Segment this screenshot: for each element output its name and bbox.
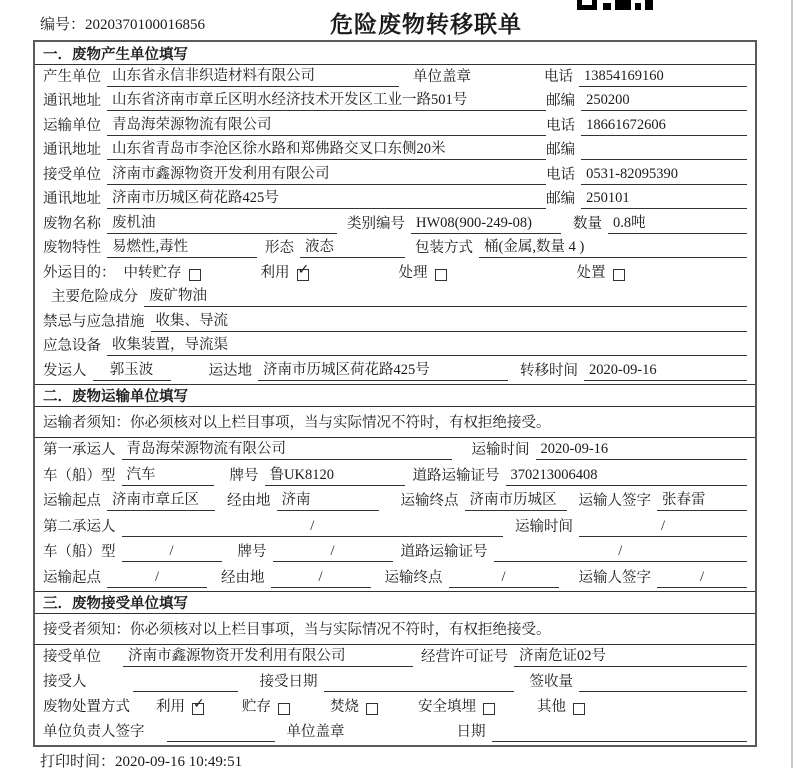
- waste-form-value: 液态: [300, 235, 405, 258]
- waste-qty-label: 数量: [573, 215, 602, 232]
- producer-phone-value: 13854169160: [579, 68, 747, 87]
- route-start-label: 运输起点: [43, 493, 101, 509]
- main-hazard-value: 废矿物油: [144, 284, 747, 307]
- transporter-phone-value: 18661672606: [581, 117, 747, 136]
- plate-2-value: /: [273, 543, 393, 562]
- road-permit-label: 道路运输证号: [412, 467, 500, 484]
- purpose-option-dispose: [577, 261, 625, 283]
- responsible-signature-value: [167, 724, 275, 742]
- transfer-time-label: 转移时间: [520, 362, 578, 379]
- waste-pack-label: 包装方式: [415, 240, 473, 256]
- plate-value: 鲁UK8120: [265, 463, 405, 486]
- section-3-header: 三．废物接受单位填写: [35, 591, 755, 614]
- qr-code-fragment: [577, 0, 655, 10]
- received-qty-value: [579, 674, 747, 692]
- disposal-option-store: [242, 695, 290, 717]
- route-end-2-value: /: [449, 569, 559, 588]
- row-producer: [35, 65, 755, 90]
- section-2-header: 二．废物运输单位填写: [35, 384, 755, 407]
- route-via-2-value: /: [271, 569, 371, 588]
- transporter-label: 运输单位: [43, 117, 101, 134]
- route-start-value: 济南市章丘区: [107, 488, 215, 511]
- section-producer: [35, 42, 755, 384]
- waste-qty-value: 0.8吨: [608, 211, 747, 234]
- emergency-measures-value: 收集、导流: [151, 309, 748, 332]
- road-permit-2-value: /: [494, 543, 748, 562]
- receiver-label: 接受单位: [43, 166, 101, 183]
- disposal-option-other: [537, 695, 585, 717]
- row-emergency-equipment: [35, 335, 755, 360]
- producer-postcode-value: 250200: [581, 92, 747, 111]
- doc-number-label: 编号：: [40, 17, 86, 33]
- disposal-burn-checkbox: [366, 703, 378, 715]
- route-start-2-value: /: [107, 569, 207, 588]
- disposal-option-use: [156, 695, 204, 717]
- transport-time-2-value: /: [579, 518, 747, 537]
- row-transporter: [35, 114, 755, 139]
- waste-name-label: 废物名称: [43, 215, 101, 232]
- purpose-option-treat: [399, 261, 447, 283]
- section-receive: [35, 591, 755, 745]
- waste-character-value: 易燃性,毒性: [107, 235, 257, 258]
- route-end-label: 运输终点: [400, 493, 459, 509]
- purpose-option-use-label: 利用: [260, 264, 290, 281]
- row-responsible-signature: [35, 720, 755, 745]
- transporter-notice: 运输者须知：你必须核对以上栏目事项，当与实际情况不符时，有权拒绝接受。: [35, 407, 755, 438]
- waste-code-label: 类别编号: [347, 215, 405, 232]
- print-time-value: 2020-09-16 10:49:51: [115, 754, 243, 768]
- section-transport: [35, 384, 755, 591]
- plate-label: 牌号: [229, 467, 259, 484]
- receiver-phone-label: 电话: [546, 166, 576, 183]
- road-permit-2-label: 道路运输证号: [400, 544, 488, 560]
- vehicle-type-2-value: /: [122, 543, 222, 562]
- license-value: 济南危证02号: [514, 644, 747, 667]
- row-first-carrier: [35, 438, 755, 464]
- row-receiver: [35, 163, 755, 188]
- row-acceptor: [35, 670, 755, 695]
- purpose-dispose-checkbox: [613, 269, 625, 281]
- plate-2-label: 牌号: [237, 544, 267, 560]
- receiver-postcode-label: 邮编: [546, 191, 576, 207]
- vehicle-type-label: 车（船）型: [43, 467, 116, 484]
- route-via-label: 经由地: [227, 493, 271, 509]
- transporter-address-label: 通讯地址: [43, 142, 101, 158]
- received-qty-label: 签收量: [529, 673, 573, 690]
- row-receiving-unit: [35, 645, 755, 670]
- transporter-phone-label: 电话: [546, 117, 576, 134]
- row-waste-character: [35, 237, 755, 262]
- unit-seal-2-label: 单位盖章: [286, 723, 345, 740]
- destination-value: 济南市历城区荷花路425号: [258, 358, 508, 381]
- waste-code-value: HW08(900-249-08): [411, 215, 561, 234]
- disposal-option-other-label: 其他: [537, 698, 566, 715]
- receiver-notice: 接受者须知：你必须核对以上栏目事项，当与实际情况不符时，有权拒绝接受。: [35, 614, 755, 645]
- disposal-option-use-label: 利用: [156, 698, 185, 715]
- producer-phone-label: 电话: [544, 68, 573, 85]
- license-label: 经营许可证号: [421, 648, 508, 665]
- purpose-storage-checkbox: [189, 269, 201, 281]
- row-route-1: [35, 489, 755, 515]
- transport-time-label: 运输时间: [471, 442, 530, 458]
- receiver-phone-value: 0531-82095390: [581, 166, 747, 185]
- receiver-address-value: 济南市历城区荷花路425号: [107, 186, 546, 209]
- carrier-signature-2-label: 运输人签字: [578, 569, 651, 586]
- disposal-method-label: 废物处置方式: [43, 698, 130, 715]
- producer-postcode-label: 邮编: [546, 93, 576, 109]
- carrier-signature-value: 张春雷: [657, 488, 747, 511]
- first-carrier-label: 第一承运人: [43, 442, 116, 458]
- waste-name-value: 废机油: [107, 211, 337, 234]
- row-second-carrier: [35, 514, 755, 540]
- route-end-2-label: 运输终点: [384, 569, 443, 586]
- route-via-value: 济南: [277, 488, 379, 511]
- second-carrier-label: 第二承运人: [43, 518, 116, 535]
- receiver-postcode-value: 250101: [581, 190, 747, 209]
- form-table: [33, 40, 757, 747]
- transporter-address-value: 山东省青岛市李沧区徐水路和郑佛路交叉口东侧20米: [107, 137, 546, 160]
- purpose-treat-checkbox: [435, 269, 447, 281]
- road-permit-value: 370213006408: [506, 467, 748, 486]
- route-via-2-label: 经由地: [221, 569, 265, 586]
- receiving-unit-value: 济南市鑫源物资开发利用有限公司: [123, 644, 413, 667]
- accept-date-label: 接受日期: [259, 673, 318, 690]
- unit-seal-label: 单位盖章: [413, 68, 471, 85]
- purpose-option-treat-label: 处理: [398, 264, 428, 281]
- transfer-time-value: 2020-09-16: [584, 362, 747, 381]
- vehicle-type-value: 汽车: [122, 463, 214, 486]
- emergency-measures-label: 禁忌与应急措施: [43, 313, 145, 330]
- row-receiver-address: [35, 188, 755, 213]
- dispatcher-label: 发运人: [43, 362, 87, 379]
- producer-address-value: 山东省济南市章丘区明水经济技术开发区工业一路501号: [107, 88, 546, 111]
- acceptor-label: 接受人: [43, 673, 87, 690]
- producer-label: 产生单位: [43, 68, 101, 85]
- disposal-option-landfill-label: 安全填埋: [418, 698, 476, 715]
- row-transfer-purpose: [35, 261, 755, 286]
- row-disposal-method: [35, 695, 755, 720]
- disposal-option-store-label: 贮存: [242, 698, 271, 715]
- vehicle-type-2-label: 车（船）型: [43, 544, 116, 560]
- row-producer-address: [35, 90, 755, 115]
- page-title: 危险废物转移联单: [330, 11, 522, 37]
- emergency-equipment-label: 应急设备: [43, 338, 101, 354]
- purpose-option-dispose-label: 处置: [576, 264, 606, 281]
- row-route-2: [35, 565, 755, 591]
- waste-form-label: 形态: [265, 240, 294, 256]
- disposal-use-checkbox: [192, 695, 205, 715]
- purpose-option-use: [261, 261, 309, 283]
- carrier-signature-label: 运输人签字: [578, 493, 651, 509]
- accept-date-value: [324, 674, 514, 692]
- emergency-equipment-value: 收集装置，导流渠: [107, 333, 747, 356]
- purpose-use-checkbox: [297, 261, 310, 281]
- destination-label: 运达地: [208, 362, 252, 379]
- disposal-landfill-checkbox: [483, 703, 495, 715]
- disposal-other-checkbox: [573, 703, 585, 715]
- transfer-purpose-label: 外运目的：: [43, 264, 116, 281]
- print-time: [40, 750, 242, 768]
- sign-date-value: [492, 724, 748, 742]
- disposal-option-burn: [330, 695, 378, 717]
- producer-address-label: 通讯地址: [43, 93, 101, 109]
- responsible-signature-label: 单位负责人签字: [43, 723, 145, 740]
- purpose-option-storage: [124, 261, 201, 283]
- second-carrier-value: /: [122, 518, 504, 537]
- acceptor-value: [133, 674, 238, 692]
- row-transporter-address: [35, 139, 755, 164]
- disposal-store-checkbox: [278, 703, 290, 715]
- receiving-unit-label: 接受单位: [43, 648, 101, 665]
- transporter-postcode-label: 邮编: [546, 142, 576, 158]
- producer-value: 山东省永信非织造材料有限公司: [107, 64, 399, 87]
- row-vehicle-2: [35, 540, 755, 566]
- receiver-address-label: 通讯地址: [43, 191, 101, 207]
- disposal-option-landfill: [418, 695, 495, 717]
- route-end-value: 济南市历城区: [465, 488, 567, 511]
- carrier-signature-2-value: /: [657, 569, 747, 588]
- receiver-value: 济南市鑫源物资开发利用有限公司: [107, 162, 546, 185]
- disposal-option-burn-label: 焚烧: [330, 698, 359, 715]
- transport-time-value: 2020-09-16: [536, 441, 748, 460]
- row-dispatch: [35, 359, 755, 384]
- route-start-2-label: 运输起点: [43, 569, 101, 586]
- doc-number-value: 2020370100016856: [85, 17, 206, 33]
- doc-number: [40, 13, 205, 34]
- row-waste-name: [35, 212, 755, 237]
- sign-date-label: 日期: [456, 723, 486, 740]
- checkbox-mark: ✓: [297, 261, 310, 278]
- transport-time-2-label: 运输时间: [515, 518, 573, 535]
- print-time-label: 打印时间：: [40, 754, 116, 768]
- row-vehicle-1: [35, 463, 755, 489]
- checkbox-mark: ✓: [193, 695, 205, 712]
- transporter-value: 青岛海荣源物流有限公司: [107, 113, 546, 136]
- main-hazard-label: 主要危险成分: [51, 289, 138, 305]
- page-edge-line: [791, 0, 793, 768]
- transporter-postcode-value: [581, 142, 747, 160]
- purpose-option-storage-label: 中转贮存: [123, 264, 182, 281]
- row-main-hazard: [35, 286, 755, 311]
- waste-character-label: 废物特性: [43, 240, 101, 256]
- first-carrier-value: 青岛海荣源物流有限公司: [122, 437, 452, 460]
- dispatcher-value: 郭玉波: [93, 358, 171, 381]
- section-1-header: 一．废物产生单位填写: [35, 42, 755, 65]
- waste-pack-value: 桶(金属,数量 4 ): [479, 235, 747, 258]
- row-emergency-measures: [35, 310, 755, 335]
